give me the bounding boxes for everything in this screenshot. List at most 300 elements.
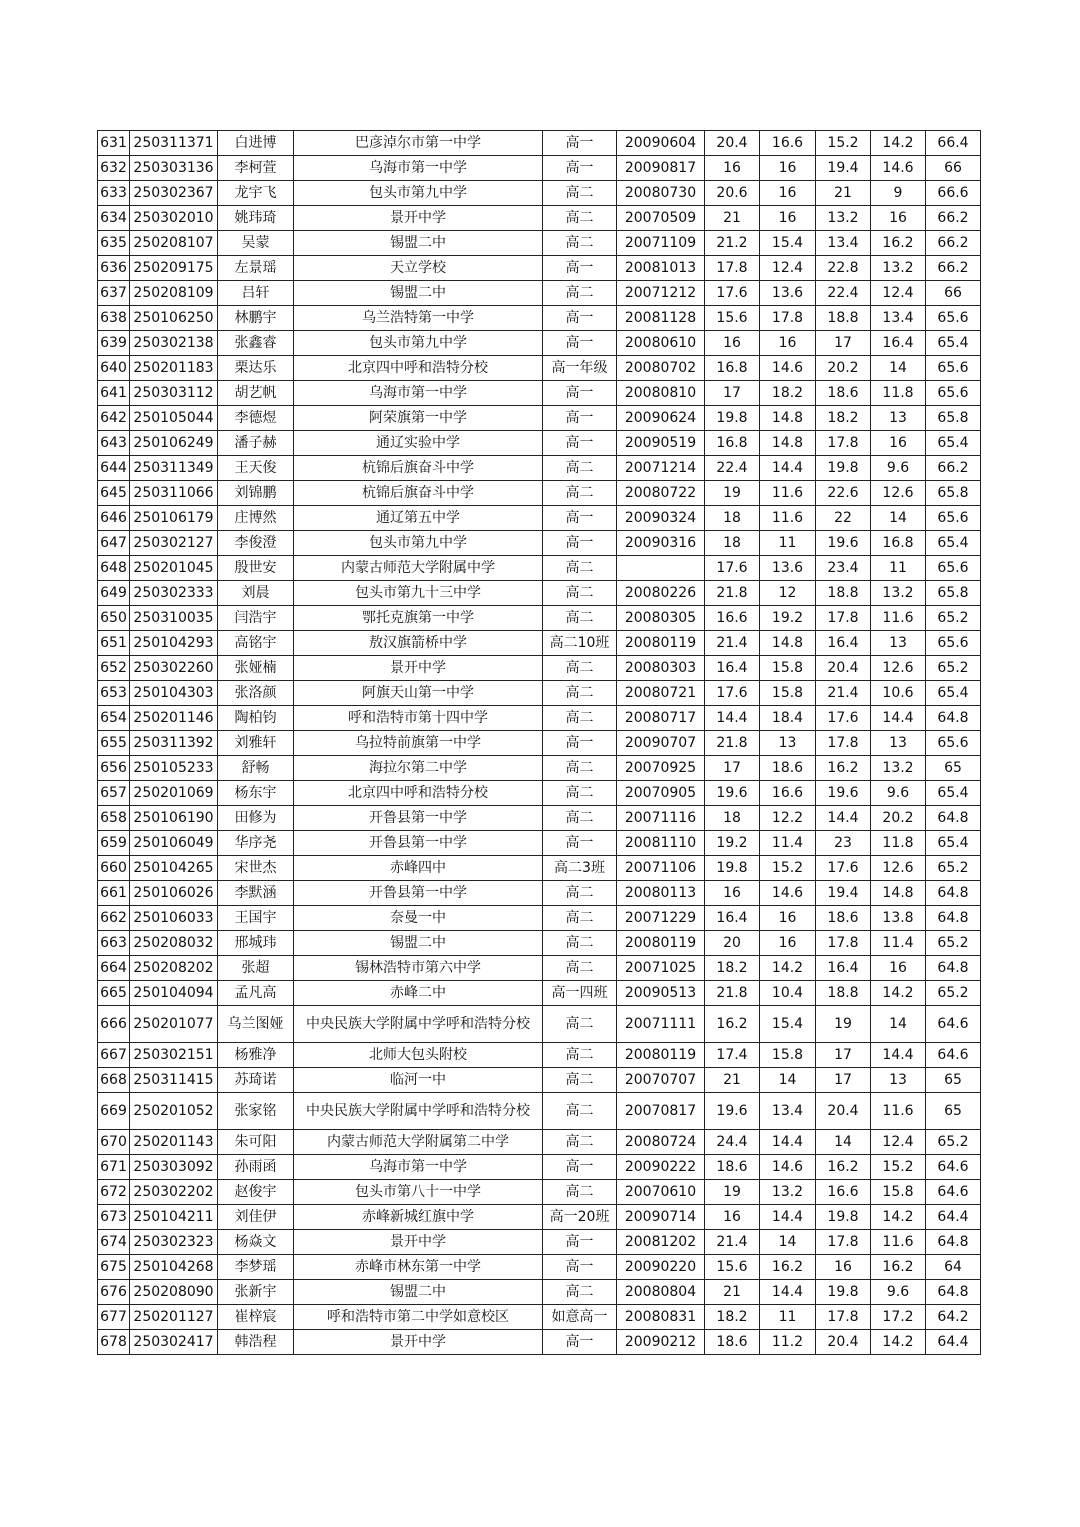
table-row <box>98 556 981 581</box>
score-4-cell: 11 <box>871 556 926 581</box>
rank-cell: 638 <box>98 306 130 331</box>
grade-cell: 高二 <box>543 681 617 706</box>
birthdate-cell: 20070905 <box>617 781 705 806</box>
total-score-cell: 64.8 <box>926 1280 981 1305</box>
rank-cell: 634 <box>98 206 130 231</box>
name-cell: 张超 <box>218 956 294 981</box>
total-score-cell: 64.8 <box>926 881 981 906</box>
score-4-cell: 14.4 <box>871 1043 926 1068</box>
name-cell: 王国宇 <box>218 906 294 931</box>
score-1-cell: 17.4 <box>705 1043 760 1068</box>
name-cell: 杨东宇 <box>218 781 294 806</box>
score-4-cell: 11.6 <box>871 1093 926 1130</box>
total-score-cell: 64.8 <box>926 806 981 831</box>
score-3-cell: 17.6 <box>816 706 871 731</box>
id-cell: 250104303 <box>130 681 218 706</box>
name-cell: 崔梓宸 <box>218 1305 294 1330</box>
birthdate-cell: 20090324 <box>617 506 705 531</box>
table-row <box>98 231 981 256</box>
score-2-cell: 14.8 <box>760 406 816 431</box>
score-2-cell: 12 <box>760 581 816 606</box>
total-score-cell: 66.4 <box>926 131 981 156</box>
score-4-cell: 16 <box>871 956 926 981</box>
id-cell: 250201045 <box>130 556 218 581</box>
birthdate-cell: 20090714 <box>617 1205 705 1230</box>
score-3-cell: 20.4 <box>816 656 871 681</box>
score-2-cell: 15.8 <box>760 681 816 706</box>
score-4-cell: 9.6 <box>871 456 926 481</box>
id-cell: 250106190 <box>130 806 218 831</box>
name-cell: 白进博 <box>218 131 294 156</box>
score-4-cell: 14.8 <box>871 881 926 906</box>
birthdate-cell: 20090624 <box>617 406 705 431</box>
birthdate-cell: 20080831 <box>617 1305 705 1330</box>
score-3-cell: 17 <box>816 1043 871 1068</box>
score-3-cell: 20.4 <box>816 1093 871 1130</box>
school-cell: 巴彦淖尔市第一中学 <box>294 131 543 156</box>
school-cell: 杭锦后旗奋斗中学 <box>294 456 543 481</box>
table-row <box>98 406 981 431</box>
total-score-cell: 64.8 <box>926 1230 981 1255</box>
score-1-cell: 22.4 <box>705 456 760 481</box>
birthdate-cell: 20090212 <box>617 1330 705 1355</box>
birthdate-cell: 20081202 <box>617 1230 705 1255</box>
school-cell: 乌兰浩特第一中学 <box>294 306 543 331</box>
rank-cell: 645 <box>98 481 130 506</box>
score-3-cell: 17 <box>816 331 871 356</box>
score-4-cell: 13.4 <box>871 306 926 331</box>
id-cell: 250201183 <box>130 356 218 381</box>
id-cell: 250310035 <box>130 606 218 631</box>
score-1-cell: 19.6 <box>705 1093 760 1130</box>
score-3-cell: 18.8 <box>816 581 871 606</box>
id-cell: 250302127 <box>130 531 218 556</box>
score-2-cell: 18.4 <box>760 706 816 731</box>
school-cell: 乌海市第一中学 <box>294 156 543 181</box>
score-4-cell: 13 <box>871 406 926 431</box>
score-4-cell: 12.6 <box>871 856 926 881</box>
birthdate-cell: 20071109 <box>617 231 705 256</box>
birthdate-cell: 20080610 <box>617 331 705 356</box>
birthdate-cell: 20090220 <box>617 1255 705 1280</box>
id-cell: 250201052 <box>130 1093 218 1130</box>
score-2-cell: 14 <box>760 1068 816 1093</box>
score-4-cell: 14.6 <box>871 156 926 181</box>
total-score-cell: 65.2 <box>926 656 981 681</box>
table-row <box>98 931 981 956</box>
score-1-cell: 20.4 <box>705 131 760 156</box>
score-4-cell: 16.2 <box>871 231 926 256</box>
name-cell: 刘佳伊 <box>218 1205 294 1230</box>
rank-cell: 675 <box>98 1255 130 1280</box>
score-1-cell: 16.2 <box>705 1006 760 1043</box>
rank-cell: 662 <box>98 906 130 931</box>
grade-cell: 如意高一 <box>543 1305 617 1330</box>
name-cell: 庄博然 <box>218 506 294 531</box>
table-row <box>98 956 981 981</box>
id-cell: 250104265 <box>130 856 218 881</box>
table-row <box>98 1255 981 1280</box>
birthdate-cell: 20080804 <box>617 1280 705 1305</box>
score-3-cell: 21.4 <box>816 681 871 706</box>
score-2-cell: 14.8 <box>760 431 816 456</box>
rank-cell: 640 <box>98 356 130 381</box>
score-3-cell: 17.8 <box>816 931 871 956</box>
grade-cell: 高一 <box>543 531 617 556</box>
table-row <box>98 906 981 931</box>
score-4-cell: 13.8 <box>871 906 926 931</box>
score-2-cell: 14.4 <box>760 456 816 481</box>
birthdate-cell: 20071106 <box>617 856 705 881</box>
id-cell: 250106026 <box>130 881 218 906</box>
rank-cell: 652 <box>98 656 130 681</box>
birthdate-cell: 20080119 <box>617 931 705 956</box>
total-score-cell: 64.6 <box>926 1006 981 1043</box>
table-row <box>98 1180 981 1205</box>
id-cell: 250302323 <box>130 1230 218 1255</box>
name-cell: 宋世杰 <box>218 856 294 881</box>
birthdate-cell: 20080305 <box>617 606 705 631</box>
score-1-cell: 21.8 <box>705 581 760 606</box>
grade-cell: 高二 <box>543 581 617 606</box>
rank-cell: 633 <box>98 181 130 206</box>
total-score-cell: 66 <box>926 156 981 181</box>
score-1-cell: 19.6 <box>705 781 760 806</box>
name-cell: 吕轩 <box>218 281 294 306</box>
table-row <box>98 256 981 281</box>
birthdate-cell: 20071212 <box>617 281 705 306</box>
score-1-cell: 18.6 <box>705 1155 760 1180</box>
school-cell: 景开中学 <box>294 1330 543 1355</box>
rank-cell: 642 <box>98 406 130 431</box>
birthdate-cell: 20071116 <box>617 806 705 831</box>
total-score-cell: 66.2 <box>926 456 981 481</box>
grade-cell: 高二 <box>543 1006 617 1043</box>
table-row <box>98 981 981 1006</box>
grade-cell: 高二 <box>543 1043 617 1068</box>
id-cell: 250302260 <box>130 656 218 681</box>
id-cell: 250302202 <box>130 1180 218 1205</box>
rank-cell: 671 <box>98 1155 130 1180</box>
school-cell: 景开中学 <box>294 1230 543 1255</box>
score-1-cell: 20 <box>705 931 760 956</box>
table-row <box>98 1130 981 1155</box>
total-score-cell: 65.2 <box>926 1130 981 1155</box>
school-cell: 景开中学 <box>294 206 543 231</box>
score-3-cell: 19.4 <box>816 156 871 181</box>
grade-cell: 高一20班 <box>543 1205 617 1230</box>
results-table-body <box>98 131 981 1355</box>
name-cell: 刘雅轩 <box>218 731 294 756</box>
score-2-cell: 16.2 <box>760 1255 816 1280</box>
name-cell: 龙宇飞 <box>218 181 294 206</box>
school-cell: 呼和浩特市第十四中学 <box>294 706 543 731</box>
rank-cell: 635 <box>98 231 130 256</box>
total-score-cell: 65.4 <box>926 681 981 706</box>
name-cell: 王天俊 <box>218 456 294 481</box>
score-2-cell: 14.6 <box>760 356 816 381</box>
school-cell: 鄂托克旗第一中学 <box>294 606 543 631</box>
score-2-cell: 11.4 <box>760 831 816 856</box>
score-3-cell: 18.2 <box>816 406 871 431</box>
total-score-cell: 65.6 <box>926 506 981 531</box>
school-cell: 锡盟二中 <box>294 931 543 956</box>
name-cell: 李默涵 <box>218 881 294 906</box>
rank-cell: 668 <box>98 1068 130 1093</box>
table-row <box>98 456 981 481</box>
birthdate-cell: 20070610 <box>617 1180 705 1205</box>
score-1-cell: 16.4 <box>705 656 760 681</box>
score-4-cell: 13.2 <box>871 756 926 781</box>
rank-cell: 647 <box>98 531 130 556</box>
total-score-cell: 66.2 <box>926 256 981 281</box>
rank-cell: 674 <box>98 1230 130 1255</box>
score-3-cell: 17.8 <box>816 1230 871 1255</box>
rank-cell: 637 <box>98 281 130 306</box>
school-cell: 包头市第九十三中学 <box>294 581 543 606</box>
score-3-cell: 16.4 <box>816 631 871 656</box>
score-1-cell: 18 <box>705 531 760 556</box>
score-2-cell: 16.6 <box>760 781 816 806</box>
rank-cell: 632 <box>98 156 130 181</box>
rank-cell: 636 <box>98 256 130 281</box>
school-cell: 包头市第九中学 <box>294 181 543 206</box>
name-cell: 李俊澄 <box>218 531 294 556</box>
table-row <box>98 331 981 356</box>
id-cell: 250303112 <box>130 381 218 406</box>
name-cell: 杨雅净 <box>218 1043 294 1068</box>
score-3-cell: 17.8 <box>816 1305 871 1330</box>
score-2-cell: 15.4 <box>760 231 816 256</box>
rank-cell: 654 <box>98 706 130 731</box>
total-score-cell: 64.6 <box>926 1180 981 1205</box>
birthdate-cell: 20080303 <box>617 656 705 681</box>
table-row <box>98 1330 981 1355</box>
total-score-cell: 65.4 <box>926 781 981 806</box>
school-cell: 阿旗天山第一中学 <box>294 681 543 706</box>
school-cell: 北京四中呼和浩特分校 <box>294 356 543 381</box>
rank-cell: 646 <box>98 506 130 531</box>
table-row <box>98 381 981 406</box>
name-cell: 左景瑶 <box>218 256 294 281</box>
score-1-cell: 17.6 <box>705 556 760 581</box>
rank-cell: 659 <box>98 831 130 856</box>
score-4-cell: 12.6 <box>871 481 926 506</box>
grade-cell: 高二 <box>543 781 617 806</box>
score-4-cell: 14.4 <box>871 706 926 731</box>
score-1-cell: 16 <box>705 331 760 356</box>
rank-cell: 653 <box>98 681 130 706</box>
table-row <box>98 531 981 556</box>
score-1-cell: 18 <box>705 506 760 531</box>
results-sheet <box>97 130 981 1355</box>
score-1-cell: 15.6 <box>705 306 760 331</box>
id-cell: 250105233 <box>130 756 218 781</box>
school-cell: 乌海市第一中学 <box>294 381 543 406</box>
score-3-cell: 17.8 <box>816 731 871 756</box>
id-cell: 250104211 <box>130 1205 218 1230</box>
total-score-cell: 64.4 <box>926 1205 981 1230</box>
table-row <box>98 1230 981 1255</box>
total-score-cell: 65.8 <box>926 581 981 606</box>
score-4-cell: 11.6 <box>871 1230 926 1255</box>
school-cell: 中央民族大学附属中学呼和浩特分校 <box>294 1006 543 1043</box>
score-2-cell: 18.2 <box>760 381 816 406</box>
score-1-cell: 18.6 <box>705 1330 760 1355</box>
name-cell: 林鹏宇 <box>218 306 294 331</box>
id-cell: 250104094 <box>130 981 218 1006</box>
score-2-cell: 15.4 <box>760 1006 816 1043</box>
id-cell: 250106250 <box>130 306 218 331</box>
name-cell: 潘子赫 <box>218 431 294 456</box>
score-4-cell: 16 <box>871 206 926 231</box>
table-row <box>98 856 981 881</box>
score-2-cell: 11.2 <box>760 1330 816 1355</box>
total-score-cell: 65.2 <box>926 856 981 881</box>
birthdate-cell: 20070925 <box>617 756 705 781</box>
score-3-cell: 14 <box>816 1130 871 1155</box>
school-cell: 内蒙古师范大学附属中学 <box>294 556 543 581</box>
rank-cell: 672 <box>98 1180 130 1205</box>
total-score-cell: 64.8 <box>926 706 981 731</box>
score-1-cell: 14.4 <box>705 706 760 731</box>
grade-cell: 高二 <box>543 1180 617 1205</box>
birthdate-cell: 20081110 <box>617 831 705 856</box>
school-cell: 景开中学 <box>294 656 543 681</box>
score-4-cell: 16 <box>871 431 926 456</box>
birthdate-cell: 20080722 <box>617 481 705 506</box>
total-score-cell: 66 <box>926 281 981 306</box>
id-cell: 250311392 <box>130 731 218 756</box>
birthdate-cell: 20070509 <box>617 206 705 231</box>
score-4-cell: 16.2 <box>871 1255 926 1280</box>
score-3-cell: 17.8 <box>816 606 871 631</box>
school-cell: 锡盟二中 <box>294 281 543 306</box>
id-cell: 250201143 <box>130 1130 218 1155</box>
name-cell: 吴蒙 <box>218 231 294 256</box>
score-4-cell: 14 <box>871 1006 926 1043</box>
birthdate-cell: 20080717 <box>617 706 705 731</box>
score-4-cell: 13 <box>871 631 926 656</box>
birthdate-cell: 20090513 <box>617 981 705 1006</box>
total-score-cell: 65.2 <box>926 981 981 1006</box>
total-score-cell: 65.2 <box>926 931 981 956</box>
table-row <box>98 881 981 906</box>
grade-cell: 高一 <box>543 406 617 431</box>
score-3-cell: 13.4 <box>816 231 871 256</box>
score-1-cell: 24.4 <box>705 1130 760 1155</box>
grade-cell: 高一 <box>543 331 617 356</box>
grade-cell: 高一四班 <box>543 981 617 1006</box>
score-3-cell: 19.6 <box>816 531 871 556</box>
name-cell: 张鑫睿 <box>218 331 294 356</box>
table-row <box>98 1205 981 1230</box>
id-cell: 250208090 <box>130 1280 218 1305</box>
name-cell: 高铭宇 <box>218 631 294 656</box>
birthdate-cell: 20081013 <box>617 256 705 281</box>
score-2-cell: 13.2 <box>760 1180 816 1205</box>
rank-cell: 651 <box>98 631 130 656</box>
school-cell: 开鲁县第一中学 <box>294 806 543 831</box>
score-1-cell: 19 <box>705 1180 760 1205</box>
name-cell: 李梦瑶 <box>218 1255 294 1280</box>
school-cell: 开鲁县第一中学 <box>294 831 543 856</box>
score-2-cell: 16 <box>760 181 816 206</box>
id-cell: 250311415 <box>130 1068 218 1093</box>
birthdate-cell: 20090316 <box>617 531 705 556</box>
grade-cell: 高一 <box>543 156 617 181</box>
score-2-cell: 16 <box>760 906 816 931</box>
table-row <box>98 706 981 731</box>
score-4-cell: 20.2 <box>871 806 926 831</box>
score-3-cell: 22 <box>816 506 871 531</box>
grade-cell: 高二 <box>543 1280 617 1305</box>
id-cell: 250208202 <box>130 956 218 981</box>
birthdate-cell: 20090222 <box>617 1155 705 1180</box>
score-3-cell: 16.4 <box>816 956 871 981</box>
name-cell: 杨焱文 <box>218 1230 294 1255</box>
total-score-cell: 65.6 <box>926 631 981 656</box>
school-cell: 开鲁县第一中学 <box>294 881 543 906</box>
rank-cell: 663 <box>98 931 130 956</box>
score-1-cell: 19.8 <box>705 406 760 431</box>
name-cell: 闫浩宇 <box>218 606 294 631</box>
name-cell: 殷世安 <box>218 556 294 581</box>
score-4-cell: 10.6 <box>871 681 926 706</box>
school-cell: 天立学校 <box>294 256 543 281</box>
table-row <box>98 731 981 756</box>
grade-cell: 高二 <box>543 231 617 256</box>
id-cell: 250104293 <box>130 631 218 656</box>
score-4-cell: 12.4 <box>871 1130 926 1155</box>
birthdate-cell: 20090817 <box>617 156 705 181</box>
school-cell: 中央民族大学附属中学呼和浩特分校 <box>294 1093 543 1130</box>
grade-cell: 高二 <box>543 906 617 931</box>
name-cell: 张娅楠 <box>218 656 294 681</box>
id-cell: 250311349 <box>130 456 218 481</box>
rank-cell: 677 <box>98 1305 130 1330</box>
total-score-cell: 65.6 <box>926 556 981 581</box>
score-3-cell: 18.6 <box>816 906 871 931</box>
school-cell: 敖汉旗箭桥中学 <box>294 631 543 656</box>
score-2-cell: 11.6 <box>760 506 816 531</box>
name-cell: 舒畅 <box>218 756 294 781</box>
score-1-cell: 21.8 <box>705 731 760 756</box>
birthdate-cell: 20080113 <box>617 881 705 906</box>
score-3-cell: 18.8 <box>816 981 871 1006</box>
id-cell: 250208109 <box>130 281 218 306</box>
score-3-cell: 18.8 <box>816 306 871 331</box>
grade-cell: 高二 <box>543 1130 617 1155</box>
id-cell: 250302367 <box>130 181 218 206</box>
total-score-cell: 64.6 <box>926 1043 981 1068</box>
birthdate-cell: 20090519 <box>617 431 705 456</box>
score-1-cell: 17 <box>705 381 760 406</box>
score-1-cell: 16 <box>705 881 760 906</box>
grade-cell: 高二 <box>543 181 617 206</box>
score-2-cell: 15.8 <box>760 656 816 681</box>
school-cell: 锡盟二中 <box>294 231 543 256</box>
grade-cell: 高一 <box>543 1230 617 1255</box>
score-3-cell: 19 <box>816 1006 871 1043</box>
total-score-cell: 65.4 <box>926 531 981 556</box>
id-cell: 250303136 <box>130 156 218 181</box>
grade-cell: 高一 <box>543 1155 617 1180</box>
score-3-cell: 19.8 <box>816 1205 871 1230</box>
school-cell: 海拉尔第二中学 <box>294 756 543 781</box>
score-1-cell: 17.6 <box>705 681 760 706</box>
grade-cell: 高一 <box>543 831 617 856</box>
